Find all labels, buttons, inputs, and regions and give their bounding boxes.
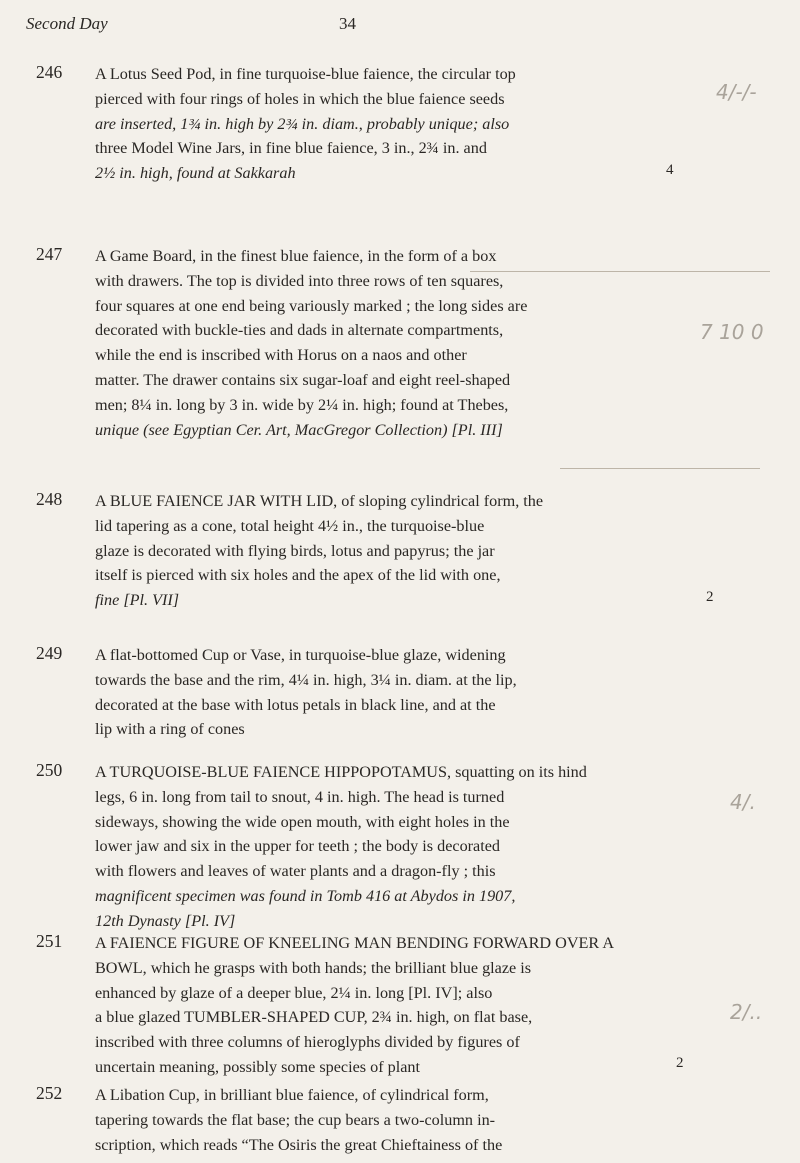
lot-text-line: towards the base and the rim, 4¼ in. high, 3¼ in. diam. at the lip, <box>95 670 517 689</box>
lot-text-line: A Libation Cup, in brilliant blue faience, of cylindrical form, <box>95 1086 489 1104</box>
lot-text-line: glaze is decorated with flying birds, lotus and papyrus; the jar <box>95 541 495 560</box>
lot-text-line: while the end is inscribed with Horus on a naos and other <box>95 346 467 365</box>
lot-number: 251 <box>36 931 63 951</box>
lot-252 <box>36 1083 746 1163</box>
lot-text-line: 12th Dynasty [Pl. IV] <box>95 911 236 930</box>
lot-description <box>95 760 715 934</box>
divider-248 <box>560 468 760 469</box>
lot-text-line: sideways, showing the wide open mouth, with eight holes in the <box>95 812 510 831</box>
lot-text-line: 2½ in. high, found at Sakkarah <box>95 164 296 183</box>
lot-text-line: men; 8¼ in. long by 3 in. wide by 2¼ in. high; found at Thebes, <box>95 395 509 414</box>
lot-247 <box>36 244 746 444</box>
lot-description <box>95 643 715 742</box>
lot-246 <box>36 62 746 202</box>
lot-251 <box>36 931 746 1076</box>
page-header <box>26 14 766 38</box>
lot-number: 250 <box>36 760 63 780</box>
lot-text-line: fine [Pl. VII] <box>95 591 180 610</box>
lot-text-line: lower jaw and six in the upper for teeth ; the body is decorated <box>95 837 501 856</box>
lot-text-line: unique (see Egyptian Cer. Art, MacGregor Collection) [Pl. III] <box>95 420 503 439</box>
lot-248 <box>36 489 746 619</box>
lot-text-line: legs, 6 in. long from tail to snout, 4 in. high. The head is turned <box>95 787 505 806</box>
pencil-note-250: 4/. <box>730 790 756 814</box>
lot-text-line: lip with a ring of cones <box>95 720 245 739</box>
lot-description <box>95 931 715 1080</box>
lot-description <box>95 1083 715 1157</box>
lot-number: 252 <box>36 1083 63 1103</box>
lot-price: 2 <box>676 1055 684 1071</box>
lot-text-line: are inserted, 1¾ in. high by 2¾ in. diam., probably unique; also <box>95 114 510 133</box>
lot-number: 248 <box>36 489 63 509</box>
lot-number: 247 <box>36 244 63 264</box>
lot-text-line: A TURQUOISE-BLUE FAIENCE HIPPOPOTAMUS, squatting on its hind <box>95 763 587 781</box>
lot-text-line: magnificent specimen was found in Tomb 416 at Abydos in 1907, <box>95 886 516 905</box>
lot-text-line: with flowers and leaves of water plants and a dragon-fly ; this <box>95 862 496 881</box>
lot-text-line: uncertain meaning, possibly some species of plant <box>95 1057 421 1076</box>
lot-text-line: three Model Wine Jars, in fine blue faience, 3 in., 2¾ in. and <box>95 139 487 158</box>
lot-text-line: scription, which reads “The Osiris the great Chieftainess of the <box>95 1135 503 1154</box>
lot-text-line: BOWL, which he grasps with both hands; the brilliant blue glaze is <box>95 958 532 977</box>
lot-text-line: itself is pierced with six holes and the apex of the lid with one, <box>95 566 501 585</box>
lot-text-line: A FAIENCE FIGURE OF KNEELING MAN BENDING FORWARD OVER A <box>95 934 615 952</box>
page-number: 34 <box>339 14 356 33</box>
lot-text-line: decorated at the base with lotus petals in black line, and at the <box>95 695 496 714</box>
lot-text-line: pierced with four rings of holes in which the blue faience seeds <box>95 89 505 108</box>
lot-text-line: inscribed with three columns of hieroglyphs divided by figures of <box>95 1033 520 1052</box>
lot-text-line: A BLUE FAIENCE JAR WITH LID, of sloping cylindrical form, the <box>95 492 544 510</box>
lot-number: 246 <box>36 62 63 82</box>
lot-text-line: A Lotus Seed Pod, in fine turquoise-blue faience, the circular top <box>95 65 516 83</box>
pencil-note-251: 2/.. <box>730 1000 763 1024</box>
lot-description <box>95 244 715 442</box>
lot-text-line: matter. The drawer contains six sugar-loaf and eight reel-shaped <box>95 370 511 389</box>
lot-price: 4 <box>666 162 674 178</box>
lot-text-line: A Game Board, in the finest blue faience, in the form of a box <box>95 247 497 265</box>
lot-text-line: decorated with buckle-ties and dads in alternate compartments, <box>95 321 504 340</box>
lot-text-line: enhanced by glaze of a deeper blue, 2¼ in. long [Pl. IV]; also <box>95 983 493 1002</box>
lot-text-line: a blue glazed TUMBLER-SHAPED CUP, 2¾ in. high, on flat base, <box>95 1008 533 1027</box>
lot-price: 2 <box>706 589 714 605</box>
pencil-note-246: 4/-/- <box>716 80 757 104</box>
lot-text-line: tapering towards the flat base; the cup bears a two-column in- <box>95 1110 496 1129</box>
lot-description <box>95 62 715 186</box>
lot-number: 249 <box>36 643 63 663</box>
lot-249 <box>36 643 746 743</box>
lot-text-line: lid tapering as a cone, total height 4½ in., the turquoise-blue <box>95 516 485 535</box>
lot-text-line: with drawers. The top is divided into three rows of ten squares, <box>95 271 504 290</box>
lot-250 <box>36 760 746 940</box>
lot-text-line: A flat-bottomed Cup or Vase, in turquoise-blue glaze, widening <box>95 646 506 664</box>
lot-description <box>95 489 715 613</box>
running-head: Second Day <box>26 14 108 33</box>
pencil-note-247: 7 10 0 <box>700 320 764 344</box>
lot-text-line: four squares at one end being variously marked ; the long sides are <box>95 296 528 315</box>
